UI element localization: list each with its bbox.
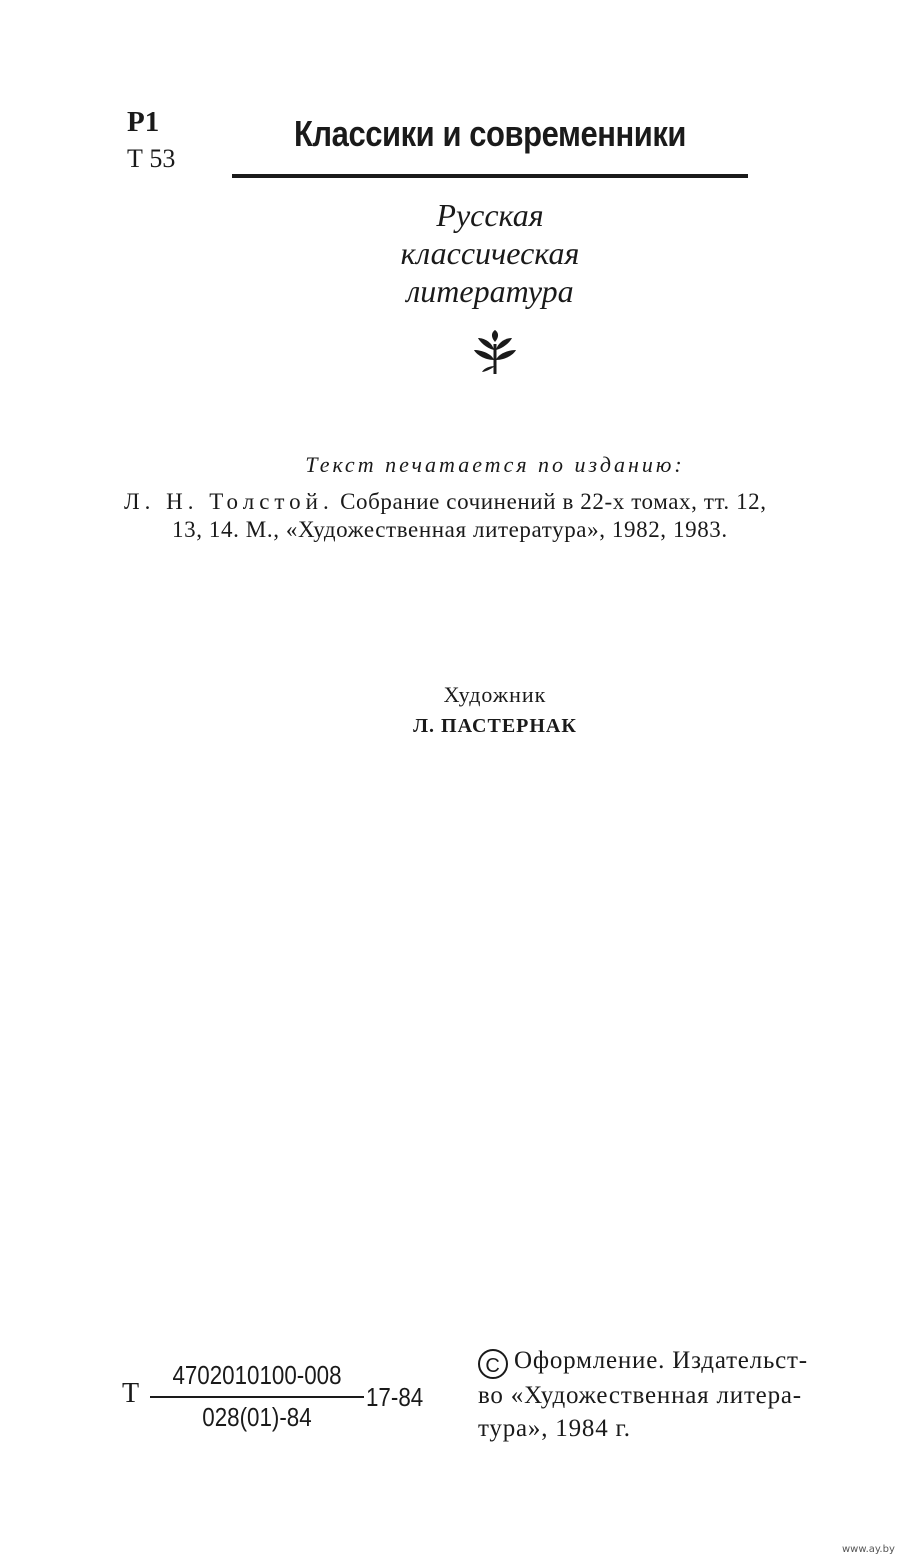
source-line-2: 13, 14. М., «Художественная литература», 1982, 1983.: [172, 517, 728, 542]
copyright-line-1: [478, 1344, 878, 1379]
subseries-line-3: литература: [406, 273, 574, 309]
subseries-line-1: Русская: [436, 197, 544, 233]
source-line-1: [124, 490, 864, 513]
index-letter: Т: [122, 1378, 140, 1409]
index-suffix: 17-84: [366, 1382, 424, 1412]
illustrator-label: Художник: [443, 682, 547, 707]
classification-code-secondary: Т 53: [127, 144, 176, 173]
illustrator-name: Л. ПАСТЕРНАК: [413, 715, 577, 737]
index-fraction-rule: [150, 1396, 364, 1398]
series-title-rule: [232, 174, 748, 178]
series-title: Классики и современники: [293, 113, 687, 154]
classification-code-primary: Р1: [127, 106, 160, 138]
source-line-1-rest: Собрание сочинений в 22-х томах, тт. 12,: [333, 489, 767, 514]
copyright-icon: C: [478, 1349, 508, 1379]
source-author: Л. Н. Толстой.: [124, 489, 334, 514]
copyright-line-3: тура», 1984 г.: [478, 1415, 631, 1442]
index-numerator: 4702010100-008: [172, 1360, 342, 1390]
copyright-line-1-text: Оформление. Издательст-: [514, 1347, 808, 1374]
subseries-line-2: классическая: [400, 235, 580, 271]
source-caption: Текст печатается по изданию:: [305, 452, 685, 477]
index-denominator: 028(01)-84: [202, 1402, 312, 1432]
copyright-notice: [478, 1344, 878, 1445]
leaf-sprig-icon: [472, 330, 518, 376]
subseries-title: [320, 196, 660, 310]
watermark: www.ay.by: [842, 1544, 895, 1555]
copyright-line-2: во «Художественная литера-: [478, 1382, 802, 1409]
